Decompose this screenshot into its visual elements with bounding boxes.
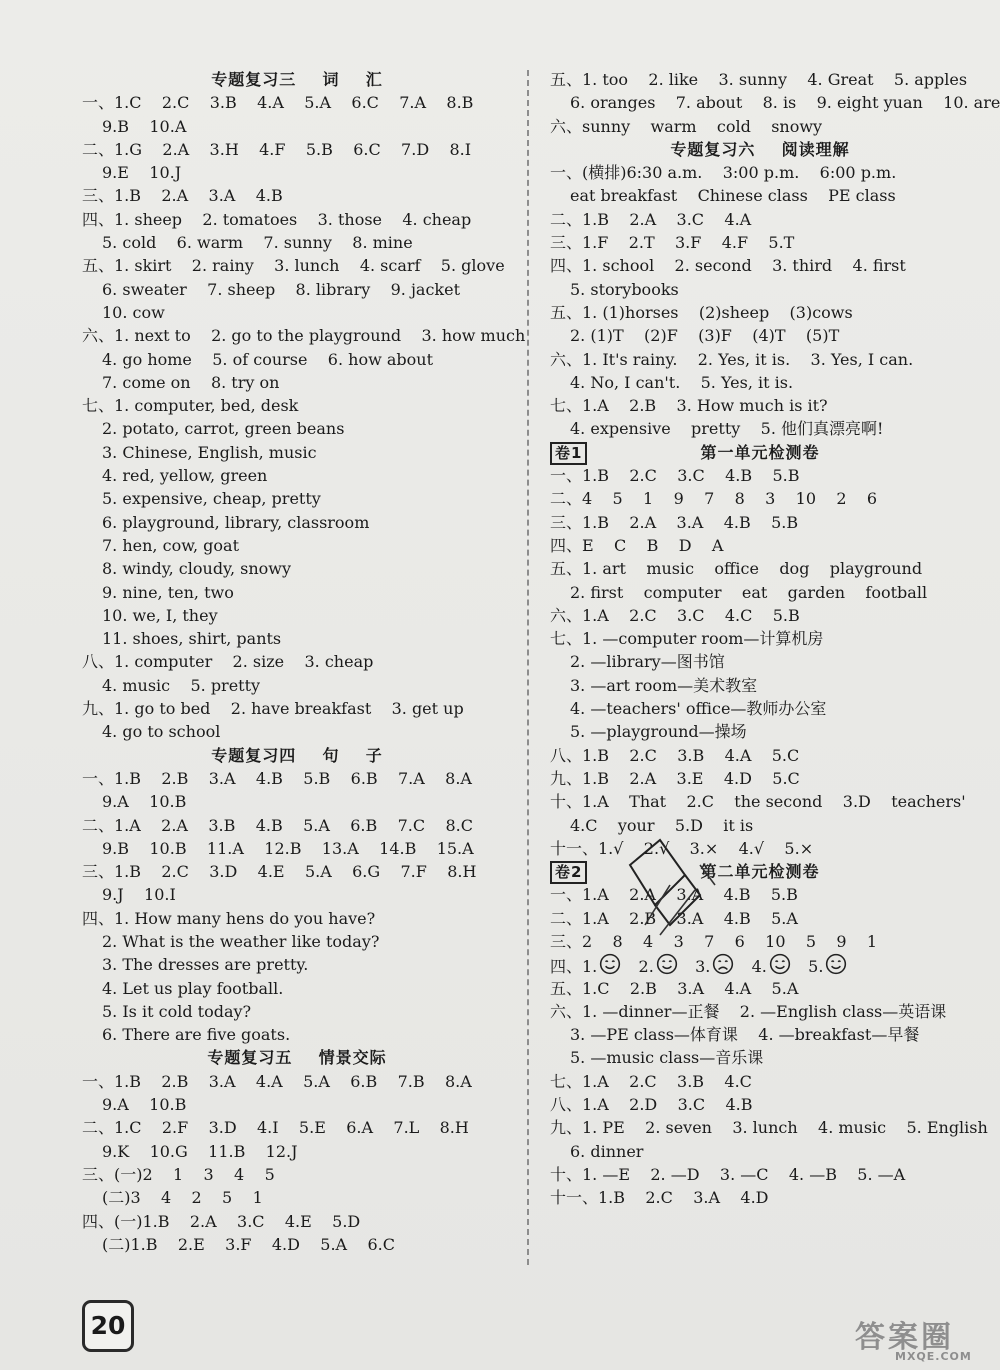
answer-line (82, 674, 512, 697)
answer-line (82, 464, 512, 487)
answer-text: 5. —music class—音乐课 (570, 1048, 764, 1068)
happy-face-icon (825, 953, 847, 981)
answer-line (82, 254, 512, 277)
answer-text: 9. nine, ten, two (102, 582, 234, 602)
answer-text: 2. potato, carrot, green beans (102, 419, 345, 439)
answer-text: 一、1.B 2.B 3.A 4.A 5.A 6.B 7.B 8.A (82, 1071, 472, 1091)
answer-text: 六、sunny warm cold snowy (550, 116, 823, 136)
answer-text: 六、1. It's rainy. 2. Yes, it is. 3. Yes, I can. (550, 349, 914, 369)
answer-text: 四、E C B D A (550, 535, 724, 555)
volume-tag: 卷2 (550, 861, 587, 884)
answer-text: 六、1. next to 2. go to the playground 3. how much (82, 326, 526, 346)
answer-text: 二、1.C 2.F 3.D 4.I 5.E 6.A 7.L 8.H (82, 1118, 469, 1138)
answer-line (550, 91, 1000, 114)
watermark-site: MXQE.COM (895, 1350, 972, 1363)
answer-text: 八、1. computer 2. size 3. cheap (82, 652, 374, 672)
answer-text: 4. go home 5. of course 6. how about (102, 349, 434, 369)
answer-line (550, 301, 970, 324)
heading-text: 专题复习三 词 汇 (211, 70, 383, 89)
section-heading (82, 68, 512, 91)
answer-text: 5. Is it cold today? (102, 1001, 252, 1021)
answer-line (550, 487, 970, 510)
answer-text: 6. There are five goats. (102, 1025, 291, 1045)
answer-text: 10. cow (102, 302, 165, 322)
answer-line (82, 1186, 512, 1209)
answer-line (82, 907, 512, 930)
answer-text: 8. windy, cloudy, snowy (102, 559, 292, 579)
answer-line (82, 627, 512, 650)
answer-text: 9.B 10.B 11.A 12.B 13.A 14.B 15.A (102, 838, 474, 858)
answer-line (82, 581, 512, 604)
answer-text: 四、1. (550, 957, 598, 977)
answer-line (82, 278, 512, 301)
answer-line (82, 441, 512, 464)
answer-line (550, 581, 970, 604)
answer-text: 五、1. skirt 2. rainy 3. lunch 4. scarf 5. glove (82, 256, 505, 276)
answer-text: (二)3 4 2 5 1 (102, 1188, 263, 1208)
answer-line (82, 650, 512, 673)
answer-line (550, 720, 970, 743)
heading-text: 专题复习四 句 子 (211, 745, 383, 765)
answer-line (550, 977, 970, 1000)
answer-text: 八、1.B 2.C 3.B 4.A 5.C (550, 745, 800, 765)
answer-text: 十、1. —E 2. —D 3. —C 4. —B 5. —A (550, 1164, 906, 1184)
answer-text: 6. oranges 7. about 8. is 9. eight yuan 10. are (570, 93, 1000, 113)
answer-line (550, 348, 970, 371)
answer-text: 2. What is the weather like today? (102, 931, 380, 951)
answer-line (82, 883, 512, 906)
answer-line (82, 348, 512, 371)
answer-line (550, 417, 970, 440)
answer-line (82, 91, 512, 114)
answer-text: 4. Let us play football. (102, 978, 284, 998)
answer-line (550, 697, 970, 720)
answer-line (550, 1070, 970, 1093)
answer-line (82, 161, 512, 184)
answer-text: 9.B 10.A (102, 116, 187, 136)
answer-line (82, 1093, 512, 1116)
answer-text: 4. red, yellow, green (102, 466, 268, 486)
answer-text: 十一、1.B 2.C 3.A 4.D (550, 1188, 769, 1208)
answer-text: 二、4 5 1 9 7 8 3 10 2 6 (550, 489, 878, 509)
left-column (82, 68, 526, 1256)
answer-line (550, 511, 970, 534)
answer-line (82, 767, 512, 790)
answer-text: 三、(一)2 1 3 4 5 (82, 1164, 275, 1184)
answer-text: 七、1.A 2.B 3. How much is it? (550, 396, 828, 416)
heading-text: 专题复习六 阅读理解 (670, 139, 850, 159)
answer-line (550, 254, 970, 277)
answer-line (82, 1233, 512, 1256)
answer-line (550, 115, 970, 138)
answer-text: 二、1.A 2.B 3.A 4.B 5.A (550, 908, 798, 928)
answer-line (82, 604, 512, 627)
volume-tag: 卷1 (550, 442, 587, 465)
answer-text: 9.K 10.G 11.B 12.J (102, 1141, 298, 1161)
answer-line (550, 68, 970, 91)
answer-line (550, 767, 970, 790)
answer-line (82, 301, 512, 324)
answer-text: 11. shoes, shirt, pants (102, 629, 282, 649)
answer-text: 7. come on 8. try on (102, 372, 280, 392)
answer-text: 五、1. art music office dog playground (550, 559, 923, 579)
answer-line (82, 1116, 512, 1139)
section-heading (82, 744, 512, 767)
answer-line (550, 627, 970, 650)
answer-line (550, 650, 970, 673)
answer-line (82, 1023, 512, 1046)
answer-text: 三、1.B 2.A 3.A 4.B 5.B (550, 512, 799, 532)
answer-text: 五、1. too 2. like 3. sunny 4. Great 5. apples (550, 70, 968, 89)
answer-line (82, 394, 512, 417)
answer-text: 六、1. —dinner—正餐 2. —English class—英语课 (550, 1001, 947, 1021)
answer-line (82, 1210, 512, 1233)
answer-text: 2. (1)T (2)F (3)F (4)T (5)T (570, 326, 840, 346)
answer-line (550, 231, 970, 254)
answer-text: 3. —PE class—体育课 4. —breakfast—早餐 (570, 1025, 920, 1045)
answer-line (550, 604, 970, 627)
answer-line (82, 720, 512, 743)
answer-line (550, 674, 970, 697)
answer-text: 七、1. —computer room—计算机房 (550, 629, 824, 649)
answer-text: 三、2 8 4 3 7 6 10 5 9 1 (550, 931, 878, 951)
answer-text: 六、1.A 2.C 3.C 4.C 5.B (550, 605, 800, 625)
answer-line (550, 208, 970, 231)
pen-scribble-mark (600, 825, 740, 955)
answer-text: 10. we, I, they (102, 605, 218, 625)
answer-text: 9.J 10.I (102, 885, 176, 905)
answer-line (550, 1163, 970, 1186)
right-column (550, 68, 1000, 1210)
answer-text: 4. —teachers' office—教师办公室 (570, 699, 827, 719)
answer-text: (二)1.B 2.E 3.F 4.D 5.A 6.C (102, 1234, 395, 1254)
answer-text: 4.C your 5.D it is (570, 815, 754, 835)
answer-text: 四、1. How many hens do you have? (82, 908, 376, 928)
answer-line (82, 487, 512, 510)
answer-line (82, 1070, 512, 1093)
answer-line (550, 161, 970, 184)
answer-line (82, 371, 512, 394)
answer-text: 4. go to school (102, 722, 221, 742)
answer-text: 4. expensive pretty 5. 他们真漂亮啊! (570, 419, 884, 439)
answer-line (82, 837, 512, 860)
answer-line (82, 860, 512, 883)
answer-line (550, 324, 970, 347)
answer-line (550, 1116, 988, 1139)
watermark-logo (795, 1312, 995, 1368)
answer-text: 一、1.A 2.A 3.A 4.B 5.B (550, 885, 798, 905)
answer-line (550, 1000, 970, 1023)
answer-line (82, 417, 512, 440)
answer-text: 5. storybooks (570, 279, 679, 299)
answer-line (550, 464, 970, 487)
answer-text: 五、1.C 2.B 3.A 4.A 5.A (550, 978, 799, 998)
answer-line (550, 394, 970, 417)
answer-text: 一、1.C 2.C 3.B 4.A 5.A 6.C 7.A 8.B (82, 93, 474, 113)
answer-line (550, 1046, 970, 1069)
answer-text: 2. first computer eat garden football (570, 582, 928, 602)
section-heading (550, 138, 970, 161)
answer-line (82, 1140, 512, 1163)
answer-line (82, 814, 512, 837)
answer-line (550, 1186, 970, 1209)
answer-line (550, 1140, 970, 1163)
answer-line (82, 534, 512, 557)
heading-text: 第一单元检测卷 (700, 442, 820, 462)
answer-text: 四、1. sheep 2. tomatoes 3. those 4. cheap (82, 209, 472, 229)
answer-line (82, 115, 512, 138)
answer-text: 4. music 5. pretty (102, 675, 261, 695)
answer-text: 4. No, I can't. 5. Yes, it is. (570, 372, 794, 392)
answer-text: 三、1.B 2.A 3.A 4.B (82, 186, 283, 206)
answer-text: 7. hen, cow, goat (102, 535, 240, 555)
answer-text: 6. dinner (570, 1141, 644, 1161)
answer-line (82, 977, 512, 1000)
answer-line (82, 184, 512, 207)
answer-text: 5. cold 6. warm 7. sunny 8. mine (102, 233, 413, 253)
answer-line (550, 1093, 970, 1116)
answer-line (82, 557, 512, 580)
watermark-title: 答案圈 (855, 1320, 954, 1355)
answer-line (82, 953, 512, 976)
answer-text: 9.A 10.B (102, 792, 187, 812)
answer-line (550, 534, 970, 557)
answer-text: eat breakfast Chinese class PE class (570, 186, 896, 206)
heading-text: 专题复习五 情景交际 (207, 1048, 387, 1068)
answer-text: 一、1.B 2.C 3.C 4.B 5.B (550, 466, 800, 486)
answer-text: 一、(横排)6:30 a.m. 3:00 p.m. 6:00 p.m. (550, 163, 897, 183)
answer-line (550, 184, 970, 207)
answer-line (82, 1000, 512, 1023)
answer-line (82, 697, 512, 720)
section-heading (550, 441, 970, 464)
answer-text: 二、1.B 2.A 3.C 4.A (550, 209, 752, 229)
answer-text: 八、1.A 2.D 3.C 4.B (550, 1095, 753, 1115)
answer-line (550, 278, 970, 301)
answer-text: 2. —library—图书馆 (570, 652, 725, 672)
answer-line (82, 138, 512, 161)
answer-line (82, 511, 512, 534)
answer-line (550, 557, 970, 580)
answer-line (82, 231, 512, 254)
answer-line (82, 790, 512, 813)
answer-text: 三、1.F 2.T 3.F 4.F 5.T (550, 233, 795, 253)
answer-text: 九、1. PE 2. seven 3. lunch 4. music 5. English (550, 1118, 988, 1138)
answer-line (550, 790, 970, 813)
answer-line (82, 208, 512, 231)
answer-text: 十一、1.√ 2.√ 3.× 4.√ 5.× (550, 838, 814, 858)
answer-text: 5. —playground—操场 (570, 722, 747, 742)
answer-text: 5. expensive, cheap, pretty (102, 489, 321, 509)
answer-line: 四、1. 2. 3. 4. 5. (550, 953, 970, 976)
answer-line (550, 744, 970, 767)
answer-line (82, 1163, 512, 1186)
answer-text: 6. sweater 7. sheep 8. library 9. jacket (102, 279, 460, 299)
answer-line (82, 930, 512, 953)
answer-text: 五、1. (1)horses (2)sheep (3)cows (550, 302, 853, 322)
answer-text: 七、1.A 2.C 3.B 4.C (550, 1071, 752, 1091)
answer-text: 6. playground, library, classroom (102, 512, 370, 532)
answer-line (550, 371, 970, 394)
answer-text: 二、1.G 2.A 3.H 4.F 5.B 6.C 7.D 8.I (82, 139, 472, 159)
answer-text: 七、1. computer, bed, desk (82, 396, 299, 416)
column-divider (527, 70, 529, 1265)
answer-line (82, 324, 526, 347)
answer-text: 三、1.B 2.C 3.D 4.E 5.A 6.G 7.F 8.H (82, 862, 477, 882)
answer-text: 3. —art room—美术教室 (570, 675, 758, 695)
answer-text: 9.E 10.J (102, 163, 182, 183)
heading-text: 第二单元检测卷 (700, 862, 820, 882)
answer-line (550, 1023, 970, 1046)
answer-text: 十、1.A That 2.C the second 3.D teachers' (550, 792, 966, 812)
answer-text: 3. Chinese, English, music (102, 442, 317, 462)
page-number: 20 (82, 1300, 134, 1352)
answer-text: 四、(一)1.B 2.A 3.C 4.E 5.D (82, 1211, 361, 1231)
answer-text: 3. The dresses are pretty. (102, 955, 309, 975)
answer-text: 二、1.A 2.A 3.B 4.B 5.A 6.B 7.C 8.C (82, 815, 473, 835)
answer-text: 9.A 10.B (102, 1095, 187, 1115)
answer-text: 一、1.B 2.B 3.A 4.B 5.B 6.B 7.A 8.A (82, 768, 472, 788)
answer-text: 九、1.B 2.A 3.E 4.D 5.C (550, 768, 800, 788)
section-heading (82, 1046, 512, 1069)
answer-text: 四、1. school 2. second 3. third 4. first (550, 256, 906, 276)
answer-text: 九、1. go to bed 2. have breakfast 3. get up (82, 699, 464, 719)
